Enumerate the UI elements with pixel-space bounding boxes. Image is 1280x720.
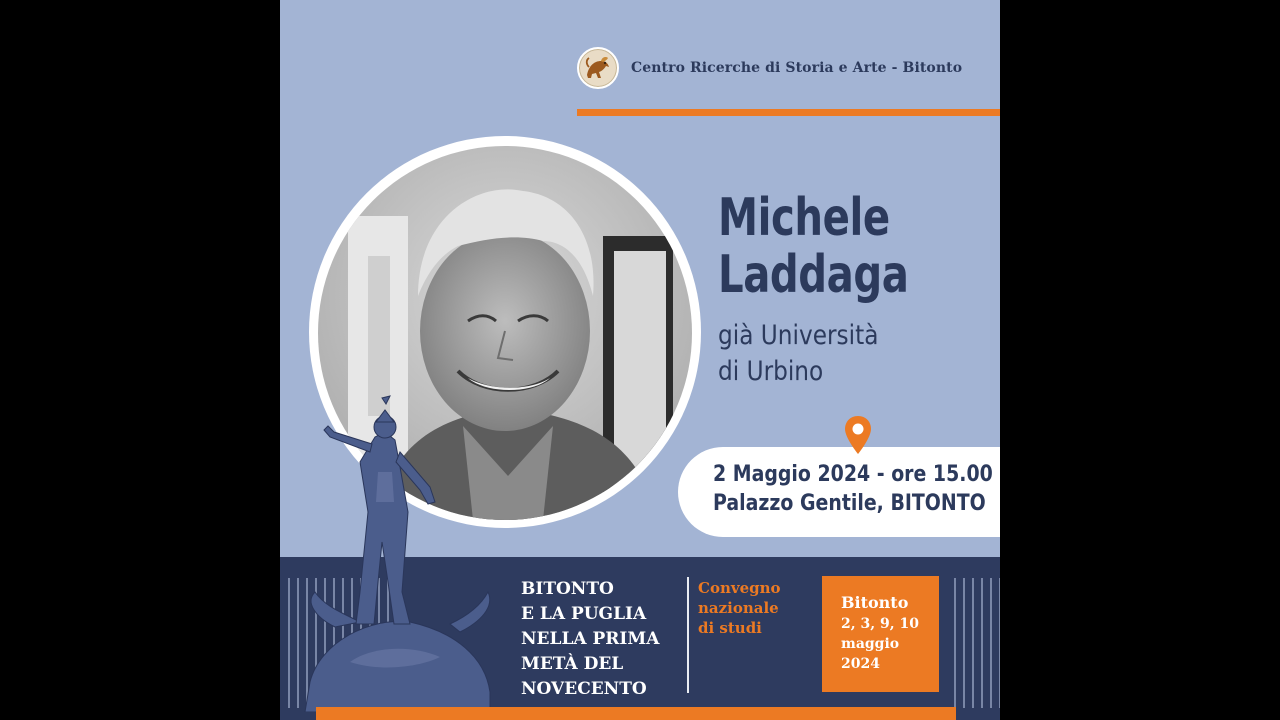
conference-month: maggio: [841, 636, 900, 652]
lion-emblem-icon: [577, 47, 619, 89]
conference-dates-box: [822, 576, 939, 692]
stripes-decoration-right: [954, 578, 1000, 708]
conference-subtitle-line: di studi: [698, 619, 762, 637]
conference-title-line: NOVECENTO: [521, 679, 647, 699]
band-divider: [687, 577, 689, 693]
conference-days: 2, 3, 9, 10: [841, 616, 919, 632]
event-date-time: 2 Maggio 2024 - ore 15.00: [713, 462, 993, 487]
org-header: [577, 46, 962, 90]
conference-subtitle-line: Convegno: [698, 579, 781, 597]
conference-year: 2024: [841, 656, 880, 672]
org-name: Centro Ricerche di Storia e Arte - Bitonto: [631, 60, 963, 76]
conference-title-line: E LA PUGLIA: [521, 604, 647, 624]
location-pin-icon: [845, 416, 871, 456]
conference-title-line: NELLA PRIMA: [521, 629, 660, 649]
event-place: Palazzo Gentile, BITONTO: [713, 491, 986, 516]
conference-title-line: BITONTO: [521, 579, 614, 599]
speaker-affiliation: [718, 318, 878, 390]
conference-title-line: METÀ DEL: [521, 654, 624, 674]
speaker-last-name: Laddaga: [718, 245, 909, 305]
conference-subtitle-line: nazionale: [698, 599, 779, 617]
conference-title: [521, 577, 659, 702]
affiliation-line-1: già Università: [718, 320, 879, 351]
speaker-first-name: Michele: [718, 188, 890, 248]
conference-city: Bitonto: [841, 593, 909, 612]
conference-subtitle: [698, 578, 781, 638]
speaker-name: [718, 190, 908, 304]
affiliation-line-2: di Urbino: [718, 356, 824, 387]
header-divider: [577, 109, 1000, 116]
bottom-accent-bar: [316, 707, 956, 720]
event-poster: [280, 0, 1000, 720]
statue-illustration: [290, 392, 500, 712]
